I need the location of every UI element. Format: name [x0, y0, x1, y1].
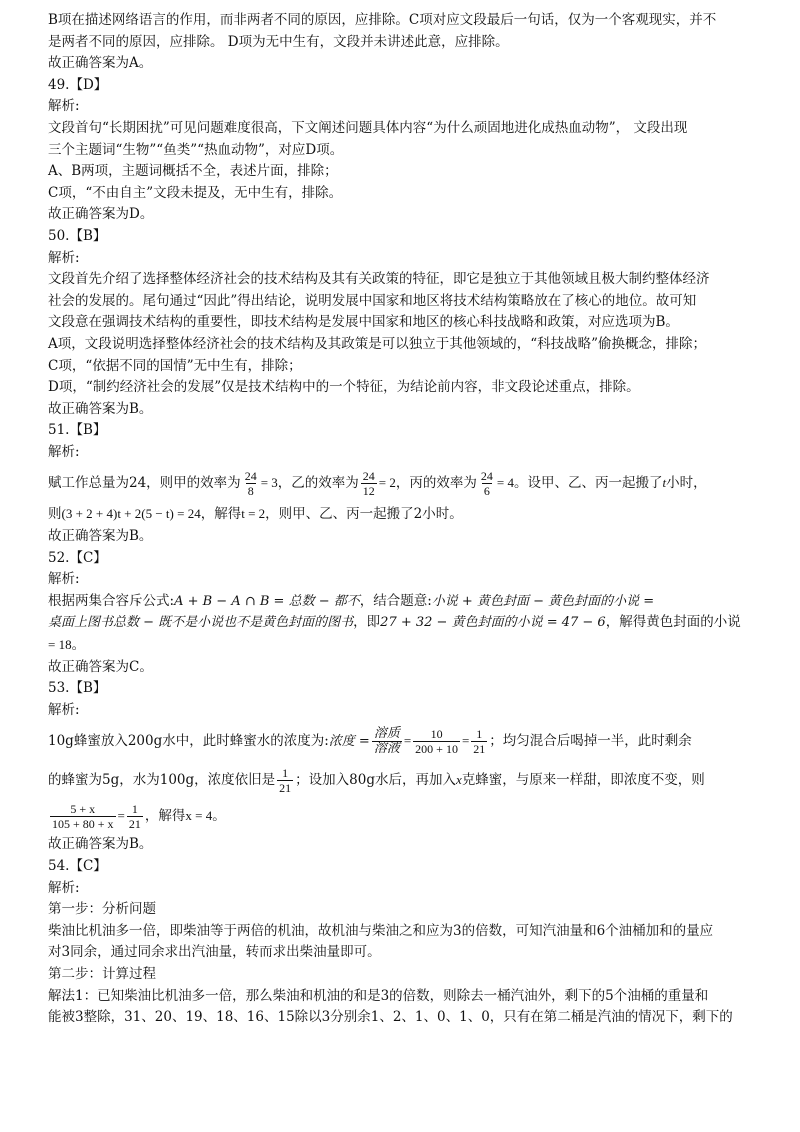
text: 克蜂蜜，与原来一样甜，即浓度不变，则 [461, 772, 705, 789]
fraction: $\frac{5 + x}{105 + 80 + x}$ [52, 802, 114, 832]
step-heading: 第一步：分析问题 [48, 901, 156, 918]
text-line: 是两者不同的原因，应排除。 D项为无中生有，文段并未讲述此意，应排除。 [48, 33, 509, 50]
text: 根据两集合容斥公式: [48, 592, 175, 609]
text: ，解得 [200, 506, 242, 523]
math-label: 浓度 = [328, 734, 370, 750]
fraction: $\frac{1}{21}$ [128, 802, 141, 832]
fraction: $\frac{1}{21}$ [279, 766, 292, 796]
text: 的蜂蜜为5g，水为100g，浓度依旧是 [48, 772, 276, 789]
analysis-label: 解析: [48, 879, 80, 896]
text-line: 社会的发展的。尾句通过“因此”得出结论，说明发展中国家和地区将技术结构策略放在了核心的地位。故可知 [48, 292, 697, 309]
fraction: $\frac{10}{200 + 10}$ [415, 727, 458, 757]
answer-line: 故正确答案为B。 [48, 400, 153, 417]
q51-efficiency-line [48, 463, 760, 503]
fraction: $\frac{24}{12}$ [362, 469, 375, 499]
text-line: 能被3整除，31、20、19、18、16、15除以3分别余1、2、1、0、1、0，只有在第二桶是汽油的情况下，剩下的 [48, 1009, 733, 1026]
text-line: 文段首先介绍了选择整体经济社会的技术结构及其有关政策的特征，即它是独立于其他领域且极大制约整体经济 [48, 271, 710, 288]
text: ，结合题意: [359, 592, 432, 609]
text: 赋工作总量为24，则甲的效率为 [48, 475, 241, 492]
analysis-label: 解析: [48, 249, 80, 266]
text: 10g蜂蜜放入200g水中，此时蜂蜜水的浓度为: [48, 733, 329, 750]
question-number-50: 50.【B】 [48, 227, 107, 244]
analysis-label: 解析: [48, 443, 80, 460]
math-result: = 3 [260, 475, 278, 491]
math-operator: = [403, 733, 412, 749]
text: 。设甲、乙、丙一起搬了 [513, 475, 663, 492]
math-equation: 27 + 32 − 黄色封面的小说 = 47 − 6 [380, 615, 606, 631]
q53-remaining-line [48, 762, 760, 798]
text: ；均匀混合后喝掉一半，此时剩余 [489, 733, 692, 750]
fraction: $\frac{24}{8}$ [244, 469, 257, 499]
text: ，丙的效率为 [395, 475, 477, 492]
math-formula: A + B − A ∩ B = 总数 − 都不 [174, 593, 360, 609]
q53-equation-line [48, 798, 760, 834]
step-heading: 第二步：计算过程 [48, 965, 156, 982]
fraction: $\frac{1}{21}$ [473, 727, 486, 757]
fraction: $\frac{\text{溶质}}{\text{溶液}}$ [373, 726, 400, 757]
answer-line: 故正确答案为A。 [48, 55, 153, 72]
math-solution: t = 2 [241, 506, 266, 522]
q52-formula-line [48, 591, 760, 613]
q52-result-line [48, 634, 760, 657]
text-line: 文段意在强调技术结构的重要性，即技术结构是发展中国家和地区的核心科技战略和政策，对应选项为B。 [48, 314, 679, 331]
text-line: 三个主题词“生物”“鱼类”“热血动物”，对应D项。 [48, 141, 344, 158]
text-line: 对3同余，通过同余求出汽油量，转而求出柴油量即可。 [48, 944, 381, 961]
math-variable: t [662, 475, 667, 491]
answer-line: 故正确答案为D。 [48, 206, 154, 223]
math-operator: = [117, 808, 125, 824]
math-operator: = [461, 733, 470, 749]
text-line: A项，文段说明选择整体经济社会的技术结构及其政策是可以独立于其他领域的，“科技战略”偷换概念，排除； [48, 335, 707, 352]
text: ，乙的效率为 [277, 475, 359, 492]
question-number-51: 51.【B】 [48, 422, 107, 439]
text: 。 [71, 637, 86, 654]
math-result: = 4 [496, 475, 514, 491]
answer-line: 故正确答案为B。 [48, 528, 153, 545]
text-line: C项，“不由自主”文段未提及，无中生有，排除。 [48, 184, 343, 201]
text-line: D项，“制约经济社会的发展”仅是技术结构中的一个特征，为结论前内容，非文段论述重点，排除。 [48, 379, 640, 396]
text: 小时， [666, 475, 707, 492]
analysis-label: 解析: [48, 701, 80, 718]
text: ，即 [353, 614, 381, 631]
fraction: $\frac{24}{6}$ [480, 469, 493, 499]
text: ；设加入80g水后，再加入 [295, 772, 456, 789]
text: ，解得黄色封面的小说 [605, 614, 741, 631]
text-line: 文段首句“长期困扰”可见问题难度很高，下文阐述问题具体内容“为什么顽固地进化成热血动物”， 文段出现 [48, 119, 688, 136]
document-page [48, 10, 760, 1029]
math-formula: 桌面上图书总数 − 既不是小说也不是黄色封面的图书 [48, 615, 354, 631]
answer-line: 故正确答案为B。 [48, 836, 153, 853]
text-line: 解法1：已知柴油比机油多一倍，那么柴油和机油的和是3的倍数，则除去一桶汽油外，剩下的5个油桶的重量和 [48, 987, 709, 1004]
question-number-52: 52.【C】 [48, 549, 107, 566]
math-formula: 小说 + 黄色封面 − 黄色封面的小说 = [431, 593, 655, 609]
text: 。 [212, 808, 226, 825]
math-equation: (3 + 2 + 4)t + 2(5 − t) = 24 [61, 506, 201, 522]
text: 则 [48, 506, 62, 523]
math-variable: x [455, 772, 462, 788]
question-number-54: 54.【C】 [48, 858, 107, 874]
text-line: 柴油比机油多一倍，即柴油等于两倍的机油，故机油与柴油之和应为3的倍数，可知汽油量和6个油桶加和的量应 [48, 922, 714, 939]
math-solution: x = 4 [185, 808, 213, 824]
question-number-53: 53.【B】 [48, 680, 107, 697]
text-line: B项在描述网络语言的作用，而非两者不同的原因，应排除。C项对应文段最后一句话，仅为一个客观现实，并不 [48, 12, 717, 28]
text-line: A、B两项，主题词概括不全，表述片面，排除； [48, 163, 338, 180]
analysis-label: 解析: [48, 571, 80, 588]
q52-equation-line [48, 612, 760, 634]
text: ，则甲、乙、丙一起搬了2小时。 [265, 506, 463, 523]
answer-line: 故正确答案为C。 [48, 658, 153, 675]
analysis-label: 解析: [48, 98, 80, 115]
text: ，解得 [144, 808, 186, 825]
math-result: = 2 [378, 475, 396, 491]
q51-equation-line [48, 503, 760, 526]
question-number-49: 49.【D】 [48, 76, 108, 93]
q53-concentration-line [48, 721, 760, 762]
math-result: = 18 [48, 637, 72, 653]
text-line: C项，“依据不同的国情”无中生有，排除； [48, 357, 302, 374]
